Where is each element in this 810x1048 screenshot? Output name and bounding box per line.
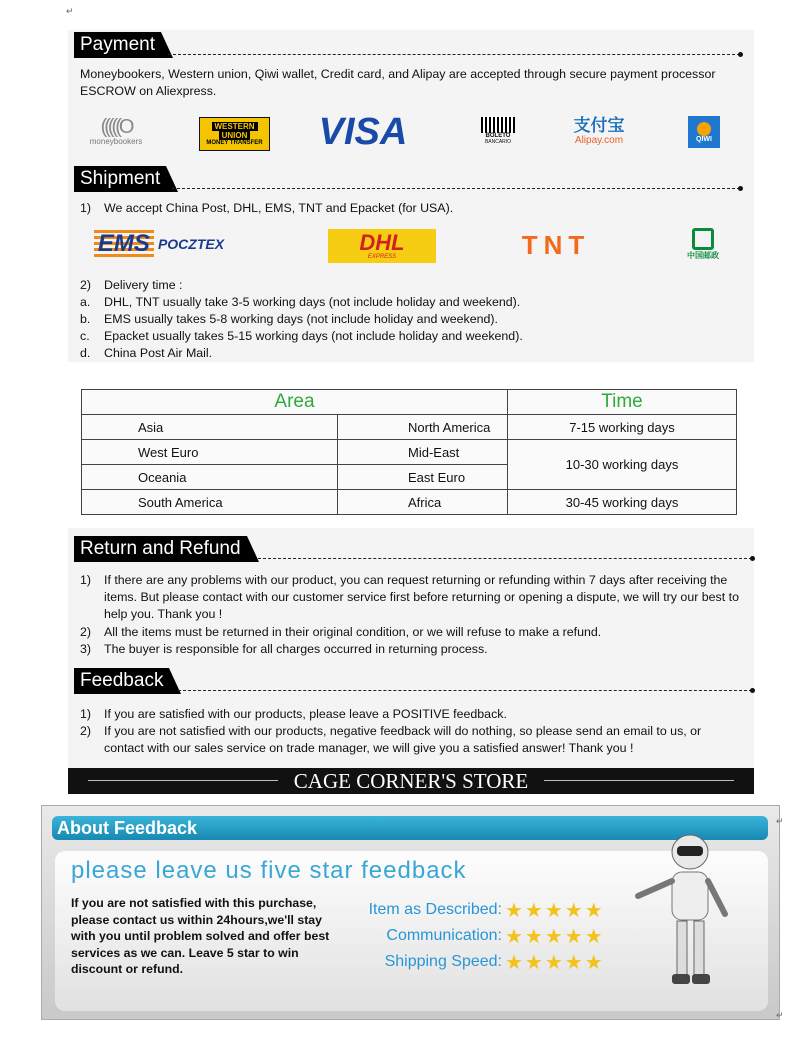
rating-label: Communication: <box>386 927 502 944</box>
time-cell: 30-45 working days <box>508 490 737 515</box>
feedback-item-2: 2) If you are not satisfied with our products, negative feedback will do nothing, so please send an email to us, or contact with our sales service on trade manager, we will give you a satisfied answer! Thank you ! <box>80 724 702 755</box>
header-dotted-line <box>168 54 740 55</box>
area-cell: Oceania <box>82 465 338 490</box>
area-cell: Asia <box>82 415 338 440</box>
area-header: Area <box>82 390 508 415</box>
refund-item-1: 1) If there are any problems with our product, you can request returning or refunding within 7 days after receiving the items. But please contact with our customer service first before returning or opening a dispute, we will try our best to help you. Thank you ! <box>80 573 739 621</box>
table-row <box>82 415 737 440</box>
rating-stars: ★★★★★ <box>505 952 605 974</box>
payment-title: Payment <box>74 32 161 58</box>
visa-logo: VISA <box>318 110 408 153</box>
refund-header <box>68 536 748 562</box>
rating-label: Shipping Speed: <box>384 953 502 970</box>
header-dotted-line <box>172 188 740 189</box>
western-union-logo: WESTERN UNION MONEY TRANSFER <box>199 117 270 151</box>
rating-stars: ★★★★★ <box>505 900 605 922</box>
payment-header <box>68 32 736 58</box>
ems-logo: EMS POCZTEX <box>86 226 232 262</box>
about-feedback-title: About Feedback <box>52 816 768 840</box>
shipment-header <box>68 166 736 192</box>
dhl-logo: DHL EXPRESS <box>328 229 436 263</box>
china-post-logo: 中国邮政 <box>682 222 724 266</box>
area-cell: North America <box>338 415 508 440</box>
feedback-title: Feedback <box>74 668 169 694</box>
alipay-logo: 支付宝 Alipay.com <box>573 115 625 146</box>
feedback-card <box>55 851 768 1011</box>
tnt-logo: TNT <box>521 229 591 260</box>
time-cell: 10-30 working days <box>508 440 737 490</box>
shipping-time-table <box>81 389 737 515</box>
paragraph-marker: ↵ <box>776 1010 784 1020</box>
area-cell: Africa <box>338 490 508 515</box>
table-row <box>82 440 737 465</box>
area-cell: South America <box>82 490 338 515</box>
area-cell: East Euro <box>338 465 508 490</box>
table-row <box>82 490 737 515</box>
refund-title: Return and Refund <box>74 536 247 562</box>
header-dotted-line <box>258 558 752 559</box>
area-cell: Mid-East <box>338 440 508 465</box>
header-dotted-line <box>178 690 752 691</box>
five-star-headline: please leave us five star feedback <box>71 857 467 884</box>
feedback-paragraph: If you are not satisfied with this purchase, please contact us within 24hours,we'll stay with you until problem solved and offer best services as we can. Leave 5 star to win discount or refund. <box>71 896 330 976</box>
rating-stars: ★★★★★ <box>505 926 605 948</box>
boleto-logo: BOLETO BANCARIO <box>479 111 517 151</box>
table-header-row <box>82 390 737 415</box>
about-feedback-banner <box>41 805 780 1020</box>
time-cell: 7-15 working days <box>508 415 737 440</box>
moneybookers-logo: (((((O moneybookers <box>89 115 143 146</box>
feedback-header <box>68 668 748 694</box>
time-header: Time <box>508 390 737 415</box>
payment-text: Moneybookers, Western union, Qiwi wallet, Credit card, and Alipay are accepted through secure payment processor ESCROW on Aliexpress. <box>80 67 716 98</box>
area-cell: West Euro <box>82 440 338 465</box>
rating-label: Item as Described: <box>368 901 502 918</box>
paragraph-marker: ↵ <box>66 6 74 16</box>
paragraph-marker: ↵ <box>776 816 784 826</box>
shipment-title: Shipment <box>74 166 166 192</box>
qiwi-logo: QIWI <box>688 116 720 148</box>
robot-illustration <box>630 826 740 1006</box>
store-name-banner: CAGE CORNER'S STORE <box>68 768 754 794</box>
